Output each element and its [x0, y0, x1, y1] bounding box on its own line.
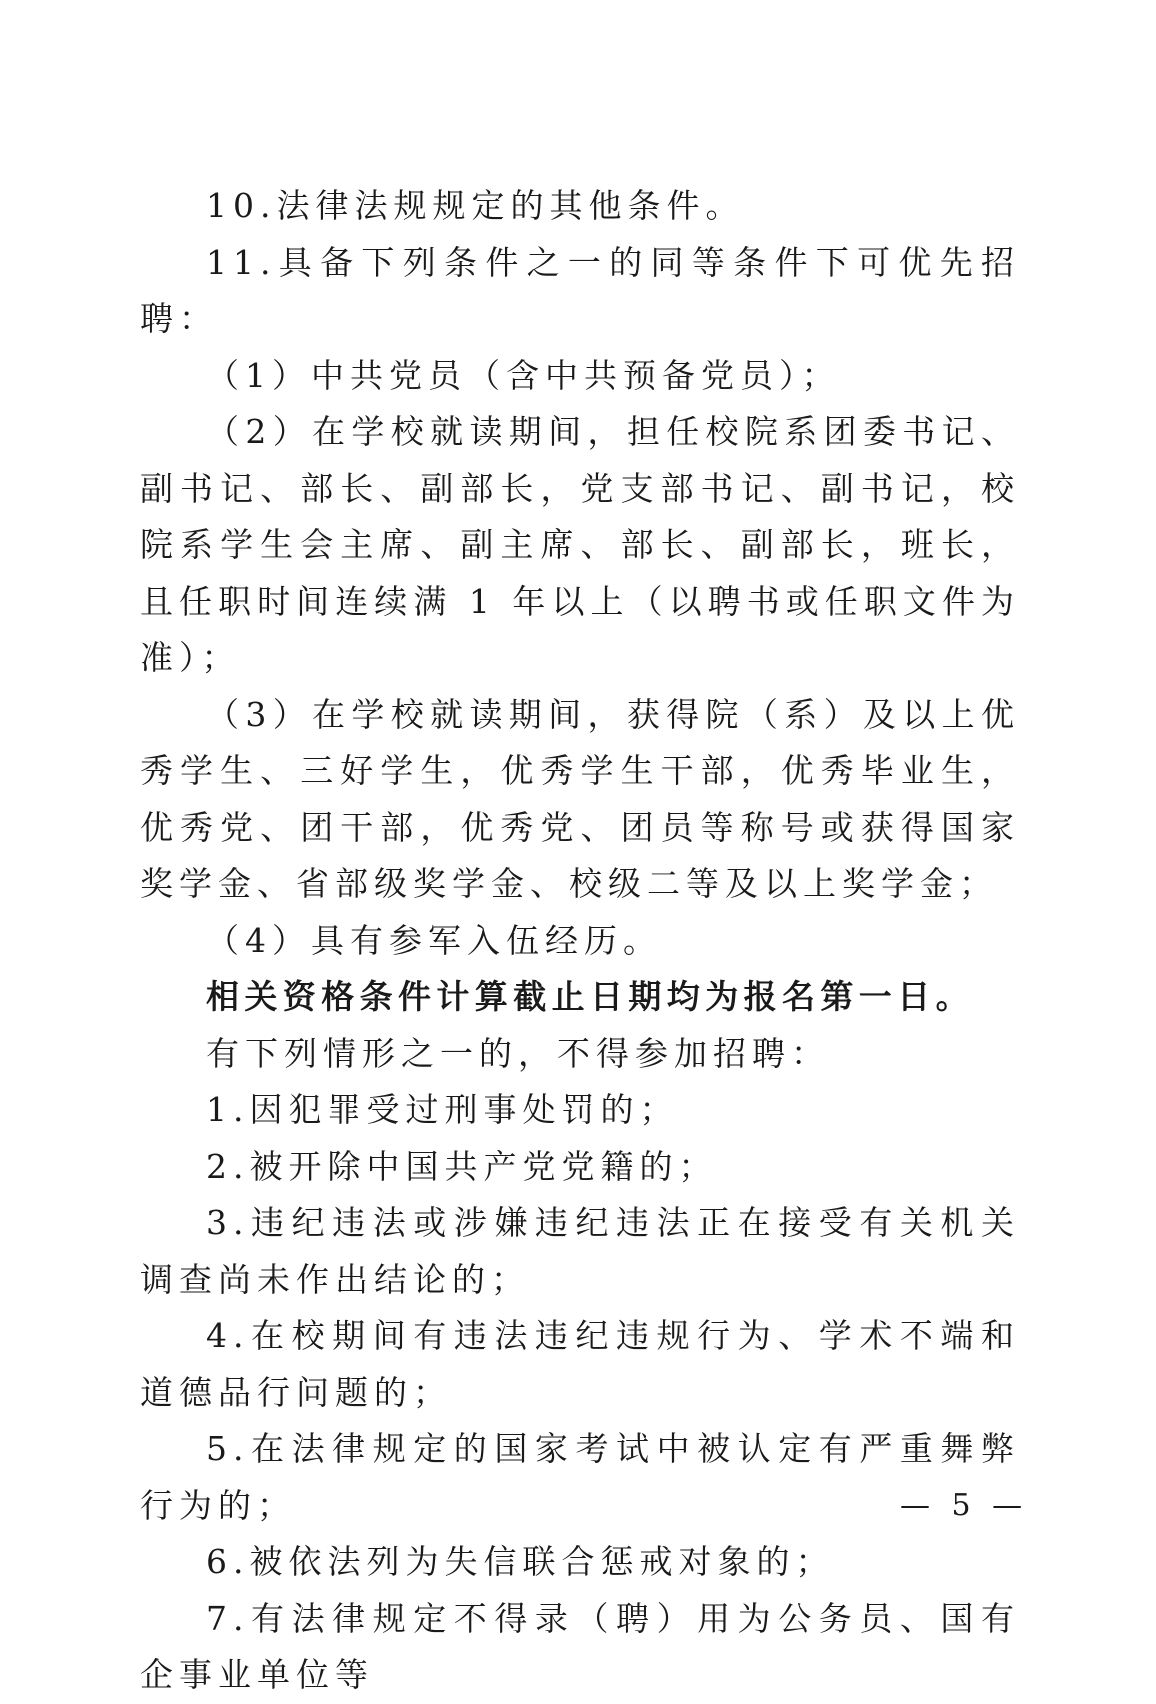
- paragraph-exclusion-2: 2.被开除中国共产党党籍的；: [206, 1146, 718, 1186]
- paragraph-exclusion-5: 5.在法律规定的国家考试中被认定有严重舞弊行为的；: [140, 1429, 1020, 1525]
- paragraph-exclusion-3: 3.违纪违法或涉嫌违纪违法正在接受有关机关调查尚未作出结论的；: [140, 1203, 1020, 1299]
- paragraph-exclusion-intro: 有下列情形之一的，不得参加招聘：: [206, 1033, 830, 1073]
- paragraph-priority-4: （4）具有参军入伍经历。: [206, 920, 662, 960]
- paragraph-priority-1: （1）中共党员（含中共预备党员）；: [206, 355, 841, 395]
- paragraph-exclusion-7: 7.有法律规定不得录（聘）用为公务员、国有企事业单位等: [140, 1598, 1020, 1694]
- paragraph-deadline-note: 相关资格条件计算截止日期均为报名第一日。: [206, 977, 974, 1016]
- paragraph-exclusion-1: 1.因犯罪受过刑事处罚的；: [206, 1090, 679, 1129]
- paragraph-exclusion-6: 6.被依法列为失信联合惩戒对象的；: [206, 1542, 835, 1581]
- paragraph-exclusion-4: 4.在校期间有违法违纪违规行为、学术不端和道德品行问题的；: [140, 1316, 1020, 1412]
- paragraph-item-10: 10.法律法规规定的其他条件。: [206, 186, 745, 225]
- paragraph-item-11: 11.具备下列条件之一的同等条件下可优先招聘：: [140, 242, 1020, 338]
- page-number: — 5 —: [900, 1488, 1029, 1523]
- paragraph-priority-2: （2）在学校就读期间，担任校院系团委书记、副书记、部长、副部长，党支部书记、副书记，校院系学生会主席、副主席、部长、副部长，班长，且任职时间连续满 1 年以上（以聘书或任职文件为准）；: [140, 412, 1020, 677]
- document-body: [140, 178, 1020, 1704]
- paragraph-priority-3: （3）在学校就读期间，获得院（系）及以上优秀学生、三好学生，优秀学生干部，优秀毕业生，优秀党、团干部，优秀党、团员等称号或获得国家奖学金、省部级奖学金、校级二等及以上奖学金；: [140, 694, 1020, 903]
